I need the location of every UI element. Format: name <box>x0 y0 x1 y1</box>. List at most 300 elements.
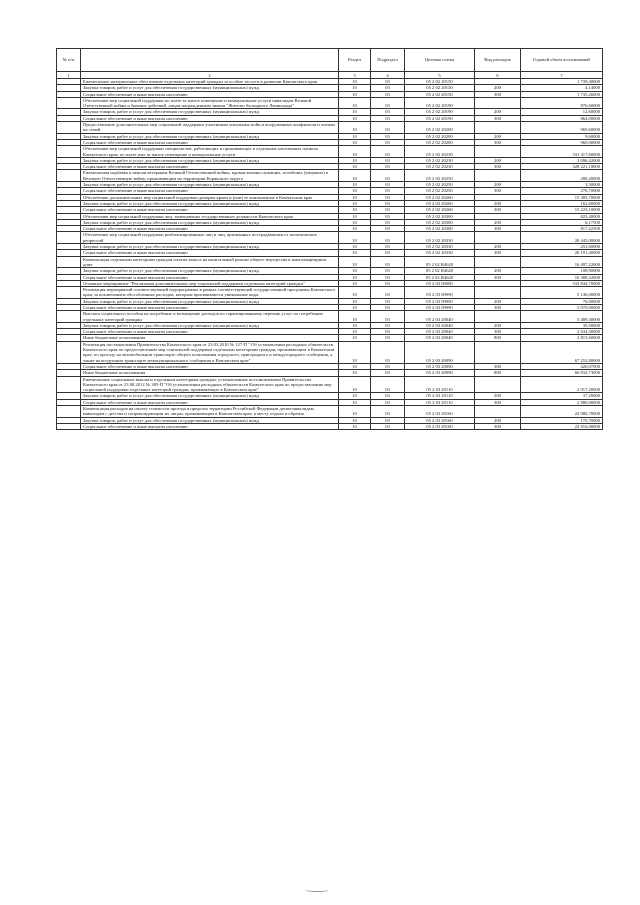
cell-section: 10 <box>339 115 371 121</box>
cell-target-item: 05 2 03 20090 <box>405 370 475 376</box>
cell-subsection: 03 <box>371 341 405 363</box>
cell-subsection: 03 <box>371 182 405 188</box>
table-row <box>57 406 603 418</box>
cell-number <box>57 406 81 418</box>
cell-section: 10 <box>339 85 371 91</box>
cell-amount: 969,60000 <box>521 122 603 134</box>
cell-number <box>57 376 81 393</box>
cell-target-item: 05 2 03 20110 <box>405 393 475 399</box>
cell-amount: 162,60000 <box>521 200 603 206</box>
cell-amount: 67 252,80000 <box>521 341 603 363</box>
cell-subsection: 03 <box>371 370 405 376</box>
cell-target-item: 05 2 02 20150 <box>405 85 475 91</box>
cell-name: Закупка товаров, работ и услуг для обеспечения государственных (муниципальных) нужд <box>81 268 339 274</box>
cell-subsection: 03 <box>371 322 405 328</box>
cell-number <box>57 341 81 363</box>
cell-name: Социальное обеспечение и иные выплаты населению <box>81 399 339 405</box>
cell-name: Компенсация расходов на оплату стоимости проезда в пределах территории Российской Федерации детям-инвалидам, инвалидам с детства и сопровождающим их лицам, проживающим в Камчатском крае, к месту отдыха и обратно <box>81 406 339 418</box>
cell-subsection: 03 <box>371 399 405 405</box>
cell-section: 10 <box>339 122 371 134</box>
cell-expense-type: 300 <box>475 423 521 429</box>
col-header-name <box>81 49 339 72</box>
cell-section: 10 <box>339 194 371 200</box>
cell-name: Социальное обеспечение и иные выплаты населению <box>81 139 339 145</box>
cell-amount: 12,60000 <box>521 109 603 115</box>
cell-section: 10 <box>339 164 371 170</box>
cell-subsection: 03 <box>371 170 405 182</box>
cell-amount: 6,17500 <box>521 219 603 225</box>
cell-expense-type: 300 <box>475 226 521 232</box>
cell-number <box>57 423 81 429</box>
cell-expense-type <box>475 341 521 363</box>
column-number: 7 <box>521 72 603 79</box>
cell-subsection: 03 <box>371 109 405 115</box>
cell-amount: 4,14000 <box>521 85 603 91</box>
cell-target-item: 05 2 02 20300 <box>405 219 475 225</box>
cell-number <box>57 122 81 134</box>
cell-amount: 66 832,73000 <box>521 370 603 376</box>
cell-target-item: 05 2 02 20190 <box>405 115 475 121</box>
cell-section: 10 <box>339 311 371 323</box>
cell-subsection: 03 <box>371 188 405 194</box>
cell-subsection: 03 <box>371 423 405 429</box>
cell-subsection: 03 <box>371 157 405 163</box>
cell-target-item: 05 2 02 20260 <box>405 200 475 206</box>
cell-name: Обеспечение мер социальной поддержки реабилитированных лиц и лиц, признанных пострадавшими от политических репрессий <box>81 232 339 244</box>
cell-amount: 280,20000 <box>521 170 603 182</box>
cell-expense-type: 300 <box>475 399 521 405</box>
cell-target-item: 05 2 03 09990 <box>405 298 475 304</box>
cell-target-item: 05 2 03 20040 <box>405 329 475 335</box>
cell-section: 10 <box>339 341 371 363</box>
cell-expense-type: 200 <box>475 298 521 304</box>
budget-table <box>56 48 603 430</box>
cell-amount: 2 634,30000 <box>521 329 603 335</box>
cell-number <box>57 287 81 299</box>
cell-name: Социальное обеспечение и иные выплаты населению <box>81 226 339 232</box>
cell-amount: 864,00000 <box>521 115 603 121</box>
cell-name: Иные бюджетные ассигнования <box>81 370 339 376</box>
table-row <box>57 256 603 268</box>
cell-expense-type: 800 <box>475 370 521 376</box>
table-row <box>57 170 603 182</box>
cell-subsection: 03 <box>371 311 405 323</box>
cell-expense-type: 200 <box>475 200 521 206</box>
cell-name: Закупка товаров, работ и услуг для обеспечения государственных (муниципальных) нужд <box>81 322 339 328</box>
cell-target-item: 05 2 02 20150 <box>405 79 475 85</box>
cell-target-item: 05 2 02 R4620 <box>405 268 475 274</box>
cell-target-item: 05 2 03 09990 <box>405 287 475 299</box>
cell-target-item: 05 2 03 20040 <box>405 311 475 323</box>
cell-subsection: 03 <box>371 256 405 268</box>
column-number: 4 <box>371 72 405 79</box>
cell-expense-type: 800 <box>475 335 521 341</box>
cell-name: Закупка товаров, работ и услуг для обеспечения государственных (муниципальных) нужд <box>81 200 339 206</box>
cell-amount: 2 815,60000 <box>521 335 603 341</box>
cell-name: Закупка товаров, работ и услуг для обеспечения государственных (муниципальных) нужд <box>81 417 339 423</box>
cell-name: Закупка товаров, работ и услуг для обеспечения государственных (муниципальных) нужд <box>81 85 339 91</box>
cell-amount: 9,60000 <box>521 133 603 139</box>
col-header-section: Раздел <box>339 49 371 72</box>
table-row <box>57 311 603 323</box>
cell-amount: 3,50000 <box>521 182 603 188</box>
cell-amount: 37,20000 <box>521 393 603 399</box>
cell-expense-type <box>475 376 521 393</box>
cell-expense-type: 200 <box>475 244 521 250</box>
col-header-expense-type: Вид расходов <box>475 49 521 72</box>
column-number: 2 <box>81 72 339 79</box>
cell-name: Обеспечение мер социальной поддержки по плате за жилое помещение и коммунальные услуги инвалидам Великой Отечественной войны и бывших действий, лицам награжденным знаком "Жителю блокадного Ленинграда" <box>81 97 339 109</box>
cell-amount: 328 221,18000 <box>521 164 603 170</box>
cell-amount: 533 844,70000 <box>521 280 603 286</box>
table-row <box>57 423 603 429</box>
cell-amount: 22 986,70000 <box>521 406 603 418</box>
cell-section: 10 <box>339 298 371 304</box>
cell-section: 10 <box>339 244 371 250</box>
cell-amount: 16 388,32000 <box>521 274 603 280</box>
cell-name: Выплата социального пособия на погребение и возмещение расходов по гарантированному перечню услуг по погребению отдельных категорий граждан <box>81 311 339 323</box>
cell-target-item: 05 2 03 20090 <box>405 363 475 369</box>
cell-section: 10 <box>339 423 371 429</box>
cell-expense-type: 300 <box>475 329 521 335</box>
cell-name: Закупка товаров, работ и услуг для обеспечения государственных (муниципальных) нужд <box>81 219 339 225</box>
cell-section: 10 <box>339 304 371 310</box>
cell-name: Закупка товаров, работ и услуг для обеспечения государственных (муниципальных) нужд <box>81 244 339 250</box>
cell-number <box>57 232 81 244</box>
cell-section: 10 <box>339 219 371 225</box>
scan-artifact <box>305 888 329 892</box>
cell-section: 10 <box>339 268 371 274</box>
cell-expense-type <box>475 170 521 182</box>
cell-section: 10 <box>339 376 371 393</box>
cell-expense-type: 200 <box>475 133 521 139</box>
cell-target-item: 05 2 02 20250 <box>405 170 475 182</box>
cell-section: 10 <box>339 393 371 399</box>
column-number: 1 <box>57 72 81 79</box>
cell-expense-type: 300 <box>475 115 521 121</box>
cell-expense-type: 300 <box>475 91 521 97</box>
cell-section: 10 <box>339 213 371 219</box>
cell-expense-type: 200 <box>475 157 521 163</box>
cell-subsection: 03 <box>371 329 405 335</box>
cell-name: Социальное обеспечение и иные выплаты населению <box>81 304 339 310</box>
cell-name: Закупка товаров, работ и услуг для обеспечения государственных (муниципальных) нужд <box>81 182 339 188</box>
table-row <box>57 97 603 109</box>
cell-name: Обеспечение дополнительных мер социальной поддержки донорам крови и (или) ее компонентов в Камчатском крае <box>81 194 339 200</box>
column-number-row <box>57 72 603 79</box>
column-number: 6 <box>475 72 521 79</box>
cell-target-item: 05 2 03 20160 <box>405 417 475 423</box>
cell-section: 10 <box>339 280 371 286</box>
col-header-number: № п/п <box>57 49 81 72</box>
cell-target-item: 05 2 02 20300 <box>405 213 475 219</box>
cell-name: Социальное обеспечение и иные выплаты населению <box>81 91 339 97</box>
cell-name: Реализация мероприятий соответствующей подпрограммы в рамках соответствующей государственной программы Камчатского края, за исключением обособленных расходов, которым присваиваются уникальные коды <box>81 287 339 299</box>
cell-amount: 5 146,00000 <box>521 287 603 299</box>
cell-subsection: 03 <box>371 133 405 139</box>
cell-target-item: 05 2 02 20260 <box>405 194 475 200</box>
cell-name: Социальное обеспечение и иные выплаты населению <box>81 363 339 369</box>
cell-amount: 15 385,70000 <box>521 194 603 200</box>
table-row <box>57 232 603 244</box>
cell-subsection: 03 <box>371 85 405 91</box>
cell-expense-type: 300 <box>475 363 521 369</box>
cell-section: 10 <box>339 287 371 299</box>
cell-target-item: 05 2 03 20110 <box>405 376 475 393</box>
cell-expense-type <box>475 122 521 134</box>
cell-subsection: 03 <box>371 207 405 213</box>
cell-subsection: 03 <box>371 287 405 299</box>
cell-expense-type: 200 <box>475 417 521 423</box>
cell-section: 10 <box>339 157 371 163</box>
cell-section: 10 <box>339 226 371 232</box>
cell-amount: 108,90000 <box>521 268 603 274</box>
cell-section: 10 <box>339 188 371 194</box>
cell-section: 10 <box>339 335 371 341</box>
cell-subsection: 03 <box>371 200 405 206</box>
cell-name: Реализация постановления Правительства Камчатского края от 23.03.2010 № 127-П " Об установлении расходных обязательств Камчатского края по предоставлению мер социальной поддержки отдельным категориям граждан, проживающим в Камчатском крае, по проезду на автомобильном транспорте общего пользования городского, пригородного и междугородного сообщения, а также на воздушном транспорте межмуниципального сообщения в Камчатском крае" <box>81 341 339 363</box>
cell-subsection: 03 <box>371 213 405 219</box>
cell-section: 10 <box>339 97 371 109</box>
cell-amount: 1 739,40000 <box>521 79 603 85</box>
cell-section: 10 <box>339 322 371 328</box>
cell-target-item: 05 2 02 20200 <box>405 133 475 139</box>
table-row <box>57 146 603 158</box>
cell-amount: 1 735,26000 <box>521 91 603 97</box>
cell-target-item: 05 2 02 20200 <box>405 139 475 145</box>
table-row <box>57 376 603 393</box>
table-row <box>57 122 603 134</box>
cell-expense-type <box>475 97 521 109</box>
cell-expense-type <box>475 311 521 323</box>
cell-amount: 16 497,22000 <box>521 256 603 268</box>
cell-expense-type: 300 <box>475 139 521 145</box>
cell-name: Закупка товаров, работ и услуг для обеспечения государственных (муниципальных) нужд <box>81 133 339 139</box>
cell-section: 10 <box>339 329 371 335</box>
cell-expense-type: 300 <box>475 207 521 213</box>
cell-expense-type: 200 <box>475 182 521 188</box>
cell-name: Ежемесячные социальные выплаты отдельным категориям граждан, установленные постановлением Правительства Камчатского края от 23.08.2012 № 385-П "Об установлении расходных обязательств Камчатского края по предоставлению мер социальной поддержки отдельных категорий граждан, проживающих в Камчатском крае" <box>81 376 339 393</box>
cell-subsection: 03 <box>371 232 405 244</box>
cell-amount: 170,70000 <box>521 417 603 423</box>
cell-name: Социальное обеспечение и иные выплаты населению <box>81 423 339 429</box>
cell-target-item: 05 2 02 20250 <box>405 182 475 188</box>
cell-name: Социальное обеспечение и иные выплаты населению <box>81 115 339 121</box>
cell-section: 10 <box>339 363 371 369</box>
cell-name: Социальное обеспечение и иные выплаты населению <box>81 164 339 170</box>
cell-amount: 15 223,10000 <box>521 207 603 213</box>
cell-section: 10 <box>339 200 371 206</box>
cell-expense-type: 300 <box>475 274 521 280</box>
cell-target-item: 05 2 03 20040 <box>405 322 475 328</box>
cell-amount: 5 070,00000 <box>521 304 603 310</box>
cell-amount: 20 191,40000 <box>521 250 603 256</box>
cell-name: Закупка товаров, работ и услуг для обеспечения государственных (муниципальных) нужд <box>81 109 339 115</box>
cell-name: Социальное обеспечение и иные выплаты населению <box>81 188 339 194</box>
cell-amount: 331 317,60000 <box>521 146 603 158</box>
cell-target-item: 05 2 02 20330 <box>405 232 475 244</box>
cell-target-item: 05 2 02 20230 <box>405 146 475 158</box>
cell-subsection: 03 <box>371 244 405 250</box>
cell-target-item: 05 2 02 20230 <box>405 157 475 163</box>
cell-section: 10 <box>339 370 371 376</box>
cell-target-item: 05 2 02 20330 <box>405 250 475 256</box>
cell-amount: 20 445,00000 <box>521 232 603 244</box>
cell-target-item: 05 2 02 20200 <box>405 122 475 134</box>
cell-subsection: 03 <box>371 146 405 158</box>
cell-section: 10 <box>339 79 371 85</box>
cell-subsection: 03 <box>371 194 405 200</box>
cell-subsection: 03 <box>371 115 405 121</box>
cell-target-item: 05 2 02 20330 <box>405 244 475 250</box>
cell-expense-type: 200 <box>475 109 521 115</box>
cell-subsection: 03 <box>371 280 405 286</box>
cell-name: Закупка товаров, работ и услуг для обеспечения государственных (муниципальных) нужд <box>81 393 339 399</box>
cell-subsection: 03 <box>371 79 405 85</box>
cell-subsection: 03 <box>371 91 405 97</box>
cell-name: Закупка товаров, работ и услуг для обеспечения государственных (муниципальных) нужд <box>81 298 339 304</box>
cell-expense-type <box>475 146 521 158</box>
cell-amount: 817,22500 <box>521 226 603 232</box>
cell-section: 10 <box>339 417 371 423</box>
cell-amount: 2 880,00000 <box>521 399 603 405</box>
cell-subsection: 03 <box>371 219 405 225</box>
cell-expense-type: 200 <box>475 219 521 225</box>
cell-expense-type <box>475 256 521 268</box>
cell-expense-type: 200 <box>475 85 521 91</box>
cell-section: 10 <box>339 170 371 182</box>
cell-amount: 2 917,20000 <box>521 376 603 393</box>
col-header-subsection: Подраздел <box>371 49 405 72</box>
cell-number <box>57 311 81 323</box>
cell-target-item: 05 2 02 20230 <box>405 164 475 170</box>
cell-subsection: 03 <box>371 268 405 274</box>
cell-subsection: 03 <box>371 363 405 369</box>
cell-subsection: 03 <box>371 122 405 134</box>
cell-target-item: 05 2 02 R4620 <box>405 274 475 280</box>
cell-subsection: 03 <box>371 250 405 256</box>
cell-expense-type: 300 <box>475 164 521 170</box>
cell-section: 10 <box>339 133 371 139</box>
cell-subsection: 03 <box>371 376 405 393</box>
cell-name: Социальное обеспечение и иные выплаты населению <box>81 207 339 213</box>
cell-expense-type <box>475 232 521 244</box>
cell-amount: 876,60000 <box>521 97 603 109</box>
cell-amount: 253,60000 <box>521 244 603 250</box>
table-body <box>57 79 603 430</box>
cell-amount: 276,70000 <box>521 188 603 194</box>
cell-target-item: 05 2 02 20260 <box>405 207 475 213</box>
cell-target-item: 05 2 03 20090 <box>405 341 475 363</box>
cell-expense-type <box>475 406 521 418</box>
cell-name: Иные бюджетные ассигнования <box>81 335 339 341</box>
cell-target-item: 05 2 03 20040 <box>405 335 475 341</box>
cell-amount: 960,00000 <box>521 139 603 145</box>
cell-amount: 22 816,00000 <box>521 423 603 429</box>
cell-name: Компенсация отдельным категориям граждан оплаты взноса на капитальный ремонт общего имущества в многоквартирном доме <box>81 256 339 268</box>
cell-target-item: 05 2 03 20160 <box>405 423 475 429</box>
cell-expense-type: 300 <box>475 250 521 256</box>
cell-name: Социальное обеспечение и иные выплаты населению <box>81 274 339 280</box>
cell-subsection: 03 <box>371 304 405 310</box>
cell-target-item: 05 2 03 09990 <box>405 304 475 310</box>
cell-expense-type <box>475 287 521 299</box>
cell-subsection: 03 <box>371 139 405 145</box>
cell-name: Обеспечение мер социальной поддержки специалистов, работающих и проживающих в отдельных населенных пунктах Камчатского края, по плате жил за жилое помещение и коммунальные услуги <box>81 146 339 158</box>
cell-subsection: 03 <box>371 335 405 341</box>
cell-subsection: 03 <box>371 226 405 232</box>
cell-amount: 5 489,40000 <box>521 311 603 323</box>
cell-section: 10 <box>339 399 371 405</box>
cell-name: Обеспечение мер социальной поддержки лиц, замещающих государственные должности Камчатского края <box>81 213 339 219</box>
cell-section: 10 <box>339 139 371 145</box>
cell-section: 10 <box>339 146 371 158</box>
table-header-row <box>57 49 603 72</box>
cell-expense-type: 200 <box>475 322 521 328</box>
cell-subsection: 03 <box>371 406 405 418</box>
column-number: 5 <box>405 72 475 79</box>
cell-target-item: 05 2 03 20160 <box>405 406 475 418</box>
cell-subsection: 03 <box>371 417 405 423</box>
cell-target-item: 05 2 03 20110 <box>405 399 475 405</box>
col-header-target-item: Целевая статья <box>405 49 475 72</box>
cell-name: Социальное обеспечение и иные выплаты населению <box>81 250 339 256</box>
cell-expense-type: 300 <box>475 188 521 194</box>
cell-name: Социальное обеспечение и иные выплаты населению <box>81 329 339 335</box>
cell-section: 10 <box>339 182 371 188</box>
cell-number <box>57 146 81 158</box>
table-row <box>57 287 603 299</box>
cell-expense-type: 200 <box>475 393 521 399</box>
cell-subsection: 03 <box>371 274 405 280</box>
cell-amount: 420,07000 <box>521 363 603 369</box>
cell-name: Ежемесячная надбавка к пенсии ветеранам Великой Отечественной войны, вдовам военнослужащих, погибших (умерших) в Великую Отечественную войну, проживающим на территории Корякского округа <box>81 170 339 182</box>
cell-name: Предоставление дополнительных мер социальной поддержки участникам локальных войн и вооруженных конфликтов и членам их семей <box>81 122 339 134</box>
cell-expense-type: 300 <box>475 304 521 310</box>
cell-section: 10 <box>339 250 371 256</box>
cell-target-item: 05 2 03 00000 <box>405 280 475 286</box>
col-header-annual-amount: Годовой объем ассигнований <box>521 49 603 72</box>
cell-target-item: 05 2 02 20250 <box>405 188 475 194</box>
cell-target-item: 05 2 02 20150 <box>405 91 475 97</box>
cell-number <box>57 256 81 268</box>
cell-number <box>57 170 81 182</box>
cell-amount: 823,40000 <box>521 213 603 219</box>
cell-section: 10 <box>339 406 371 418</box>
cell-target-item: 05 2 02 20300 <box>405 226 475 232</box>
cell-section: 10 <box>339 207 371 213</box>
cell-subsection: 03 <box>371 298 405 304</box>
cell-expense-type: 200 <box>475 268 521 274</box>
cell-section: 10 <box>339 256 371 268</box>
cell-section: 10 <box>339 91 371 97</box>
cell-subsection: 03 <box>371 97 405 109</box>
cell-target-item: 05 2 02 20190 <box>405 97 475 109</box>
cell-amount: 3 096,42000 <box>521 157 603 163</box>
cell-name: Ежемесячное материальное обеспечение отдельных категорий граждан за особые заслуги в развитии Камчатского края <box>81 79 339 85</box>
cell-section: 10 <box>339 109 371 115</box>
cell-target-item: 05 2 02 R4620 <box>405 256 475 268</box>
cell-name: Закупка товаров, работ и услуг для обеспечения государственных (муниципальных) нужд <box>81 157 339 163</box>
cell-number <box>57 97 81 109</box>
cell-amount: 76,00000 <box>521 298 603 304</box>
column-number: 3 <box>339 72 371 79</box>
cell-subsection: 03 <box>371 164 405 170</box>
cell-subsection: 03 <box>371 393 405 399</box>
cell-section: 10 <box>339 232 371 244</box>
cell-amount: 39,50000 <box>521 322 603 328</box>
cell-section: 10 <box>339 274 371 280</box>
